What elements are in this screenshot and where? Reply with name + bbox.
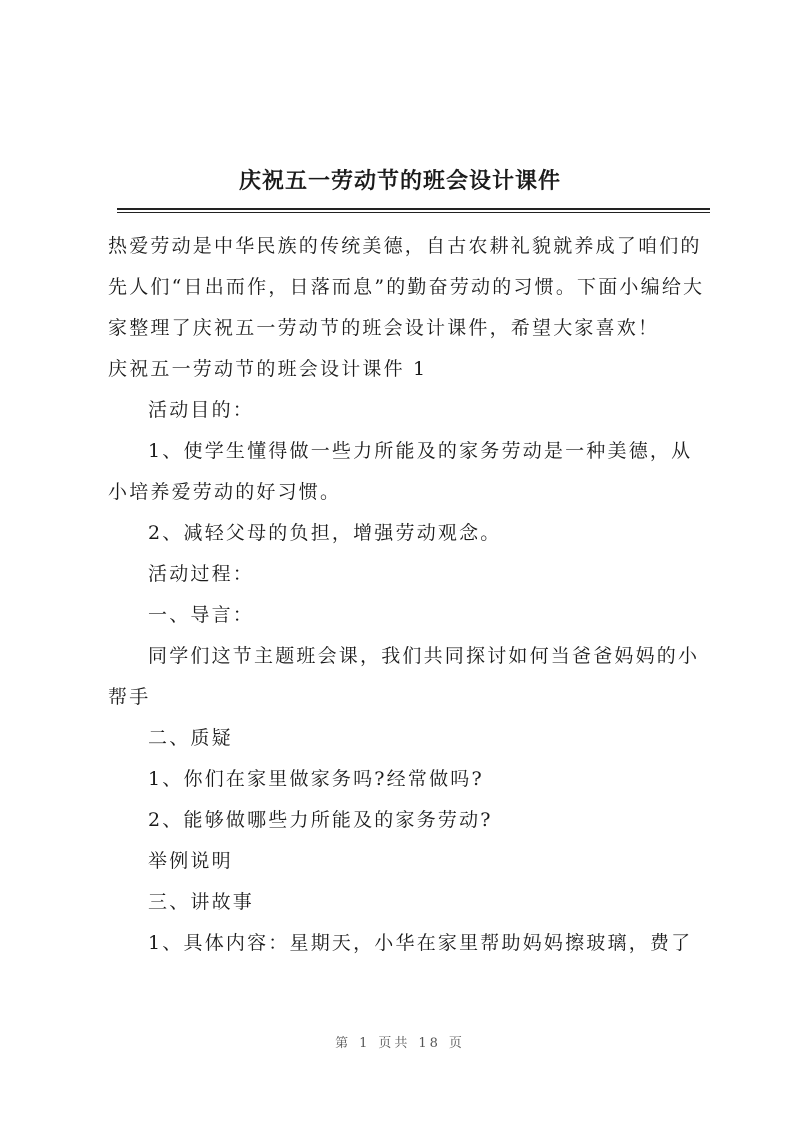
paragraph: 二、质疑 — [148, 727, 233, 749]
section-heading: 庆祝五一劳动节的班会设计课件 1 — [108, 358, 428, 380]
paragraph: 1、你们在家里做家务吗?经常做吗? — [148, 768, 484, 790]
paragraph: 举例说明 — [148, 850, 233, 872]
footer-suffix: 页 — [448, 1036, 465, 1051]
paragraph: 2、减轻父母的负担，增强劳动观念。 — [148, 522, 502, 544]
footer-prefix: 第 — [335, 1036, 352, 1051]
footer-middle: 页共 — [378, 1036, 411, 1051]
paragraph: 1、使学生懂得做一些力所能及的家务劳动是一种美德，从小培养爱劳动的好习惯。 — [108, 440, 693, 503]
title-rule-thin — [117, 212, 710, 213]
page-title: 庆祝五一劳动节的班会设计课件 — [238, 168, 561, 194]
paragraph: 1、具体内容：星期天，小华在家里帮助妈妈擦玻璃，费了 — [148, 932, 693, 954]
paragraph: 三、讲故事 — [148, 891, 255, 913]
footer-total-pages: 18 — [418, 1036, 441, 1051]
title-rule — [117, 208, 710, 210]
paragraph: 2、能够做哪些力所能及的家务劳动? — [148, 809, 493, 831]
paragraph: 一、导言： — [148, 604, 255, 626]
document-body — [108, 226, 708, 964]
paragraph: 活动过程： — [148, 563, 255, 585]
footer-page-number: 1 — [359, 1036, 371, 1051]
paragraph: 热爱劳动是中华民族的传统美德，自古农耕礼貌就养成了咱们的先人们“日出而作，日落而息”的勤奋劳动的习惯。下面小编给大家整理了庆祝五一劳动节的班会设计课件，希望大家喜欢！ — [108, 235, 705, 339]
paragraph: 活动目的： — [148, 399, 255, 421]
paragraph: 同学们这节主题班会课，我们共同探讨如何当爸爸妈妈的小帮手 — [108, 645, 700, 708]
page-footer — [0, 1032, 800, 1051]
